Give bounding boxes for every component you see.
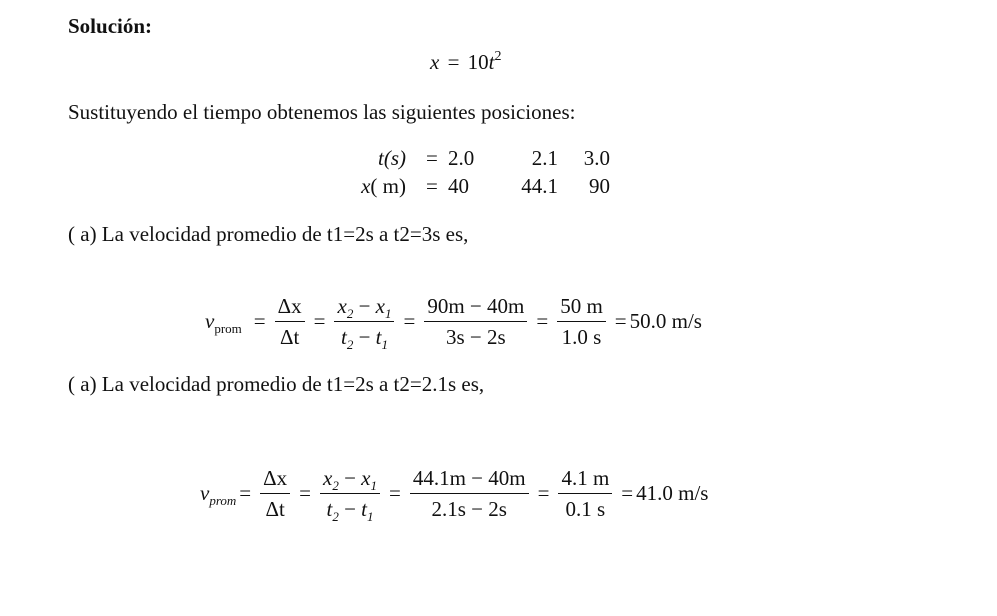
fraction-symbolic: $\frac{x_2 - x_1}{t_2 - t_1}$: [334, 291, 394, 352]
table-cell: 44.1: [521, 173, 558, 198]
fraction-delta: $\frac{\Delta x}{\Delta t}$: [260, 463, 290, 524]
fraction-delta: $\frac{\Delta x}{\Delta t}$: [275, 291, 305, 352]
velocity-symbol: $v_{prom}$: [200, 481, 237, 508]
eq-sign: =: [447, 50, 460, 74]
row-eq: =: [426, 173, 438, 198]
row-eq: =: [426, 145, 438, 170]
table-cell: 90: [589, 173, 610, 198]
row-label: t(s): [377, 145, 406, 170]
position-table: [340, 144, 610, 200]
part-b-formula: $v_{prom}$ = $\frac{\Delta x}{\Delta t}$ = $\frac{x_2 - x_1}{t_2 - t_1}$ = $\frac{44.1m - 40m}{2.1s - 2s}$ = $\frac{4.1 m}{0.1 s}$ = 41.0 m/s: [200, 463, 708, 524]
part-a-formula: $v_{prom}$ = $\frac{\Delta x}{\Delta t}$ = $\frac{x_2 - x_1}{t_2 - t_1}$ = $\frac{90m - 40m}{3s - 2s}$ = $\frac{50 m}{1.0 s}$ = 50.0 m/s: [205, 291, 702, 352]
table-cell: 2.0: [448, 145, 475, 170]
table-cell: 3.0: [583, 145, 610, 170]
fraction-numeric: $\frac{90m - 40m}{3s - 2s}$: [424, 291, 527, 352]
fraction-symbolic: $\frac{x_2 - x_1}{t_2 - t_1}$: [320, 463, 380, 524]
result: 50.0 m/s: [629, 309, 702, 333]
part-b-text: ( a) La velocidad promedio de t1=2s a t2=2.1s es,: [68, 372, 485, 396]
fraction-simplified: $\frac{4.1 m}{0.1 s}$: [558, 463, 612, 524]
intro-paragraph: Sustituyendo el tiempo obtenemos las siguientes posiciones:: [68, 100, 576, 124]
fraction-simplified: $\frac{50 m}{1.0 s}$: [557, 291, 606, 352]
solution-heading: Solución:: [68, 14, 153, 38]
velocity-symbol: $v_{prom}$: [205, 309, 242, 336]
part-a-text: ( a) La velocidad promedio de t1=2s a t2=3s es,: [68, 222, 469, 246]
eq-var: t: [488, 50, 495, 74]
table-row-time: [340, 144, 610, 172]
table-cell: 2.1: [531, 145, 558, 170]
main-equation: [430, 50, 502, 75]
result: 41.0 m/s: [636, 481, 709, 505]
fraction-numeric: $\frac{44.1m - 40m}{2.1s - 2s}$: [410, 463, 529, 524]
table-cell: 40: [448, 173, 469, 198]
row-label: x( m): [361, 173, 406, 198]
eq-exp: 2: [494, 49, 502, 64]
eq-lhs: x: [430, 50, 440, 74]
eq-coef: 10: [467, 50, 489, 74]
table-row-position: [340, 172, 610, 200]
